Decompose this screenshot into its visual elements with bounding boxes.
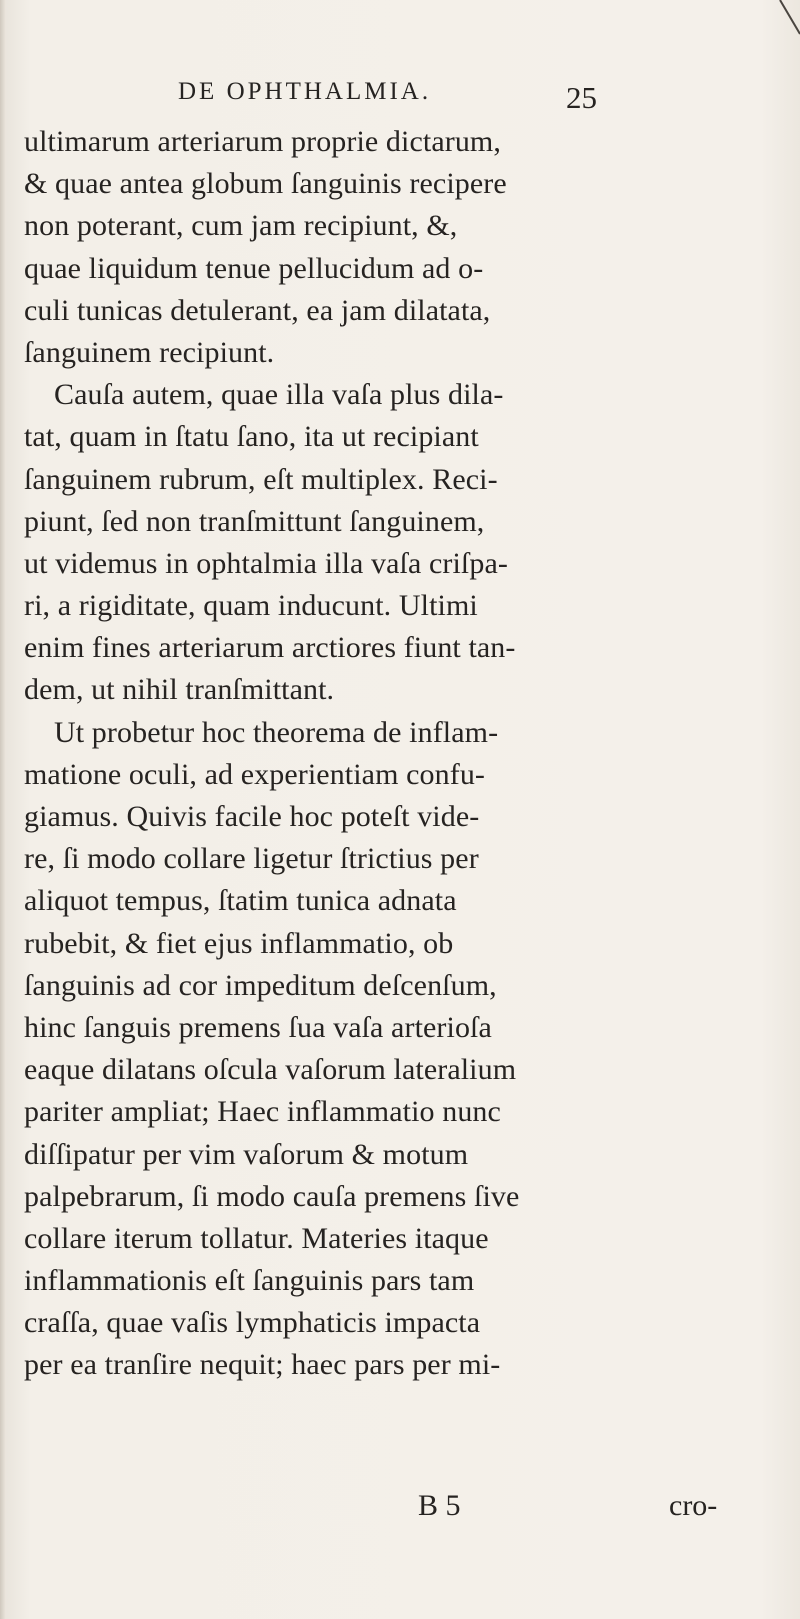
text-line: per ea tranſire nequit; haec pars per mi-: [24, 1348, 501, 1382]
text-line: inflammationis eſt ſanguinis pars tam: [24, 1264, 475, 1298]
text-line: rubebit, & fiet ejus inflammatio, ob: [24, 926, 454, 960]
text-line: ultimarum arteriarum proprie dictarum,: [24, 125, 501, 158]
page-number: 25: [566, 80, 597, 115]
page-footer: [0, 1489, 800, 1529]
text-line: re, ſi modo collare ligetur ſtrictius per: [24, 842, 479, 876]
catchword: cro-: [669, 1489, 718, 1522]
text-line: matione oculi, ad experientiam confu-: [24, 757, 486, 791]
text-line: ſanguinem recipiunt.: [24, 335, 275, 369]
paragraph-start-line: Cauſa autem, quae illa vaſa plus dila-: [54, 378, 504, 412]
text-line: ri, a rigiditate, quam inducunt. Ultimi: [24, 589, 478, 623]
text-line: collare iterum tollatur. Materies itaque: [24, 1221, 489, 1255]
text-line: piunt, ſed non tranſmittunt ſanguinem,: [24, 504, 485, 538]
text-line: giamus. Quivis facile hoc poteſt vide-: [24, 800, 480, 833]
page-header: [0, 78, 800, 118]
text-line: palpebrarum, ſi modo cauſa premens ſive: [24, 1179, 520, 1213]
text-line: quae liquidum tenue pellucidum ad o-: [24, 251, 484, 285]
text-line: enim fines arteriarum arctiores fiunt tan-: [24, 631, 516, 665]
text-line: ſanguinem rubrum, eſt multiplex. Reci-: [24, 462, 498, 496]
page-gutter-shadow: [0, 0, 6, 1619]
text-line: eaque dilatans oſcula vaſorum lateralium: [24, 1053, 517, 1087]
text-line: diſſipatur per vim vaſorum & motum: [24, 1137, 469, 1171]
paper-fold-mark: [774, 0, 800, 40]
text-line: tat, quam in ſtatu ſano, ita ut recipiant: [24, 420, 479, 454]
text-line: hinc ſanguis premens ſua vaſa arterioſa: [24, 1010, 492, 1044]
text-line: pariter ampliat; Haec inflammatio nunc: [24, 1095, 501, 1129]
text-line: craſſa, quae vaſis lymphaticis impacta: [24, 1306, 481, 1340]
printer-signature-mark: B 5: [418, 1489, 461, 1522]
text-line: non poterant, cum jam recipiunt, &,: [24, 209, 458, 243]
text-line: & quae antea globum ſanguinis recipere: [24, 167, 507, 201]
body-text: [24, 121, 779, 1387]
text-line: culi tunicas detulerant, ea jam dilatata,: [24, 293, 491, 327]
text-line: aliquot tempus, ſtatim tunica adnata: [24, 884, 457, 918]
text-line: ut videmus in ophtalmia illa vaſa criſpa-: [24, 546, 508, 580]
text-line: ſanguinis ad cor impeditum deſcenſum,: [24, 968, 497, 1002]
running-head: DE OPHTHALMIA.: [178, 78, 432, 105]
paragraph-start-line: Ut probetur hoc theorema de inflam-: [54, 715, 499, 749]
text-line: dem, ut nihil tranſmittant.: [24, 673, 335, 707]
